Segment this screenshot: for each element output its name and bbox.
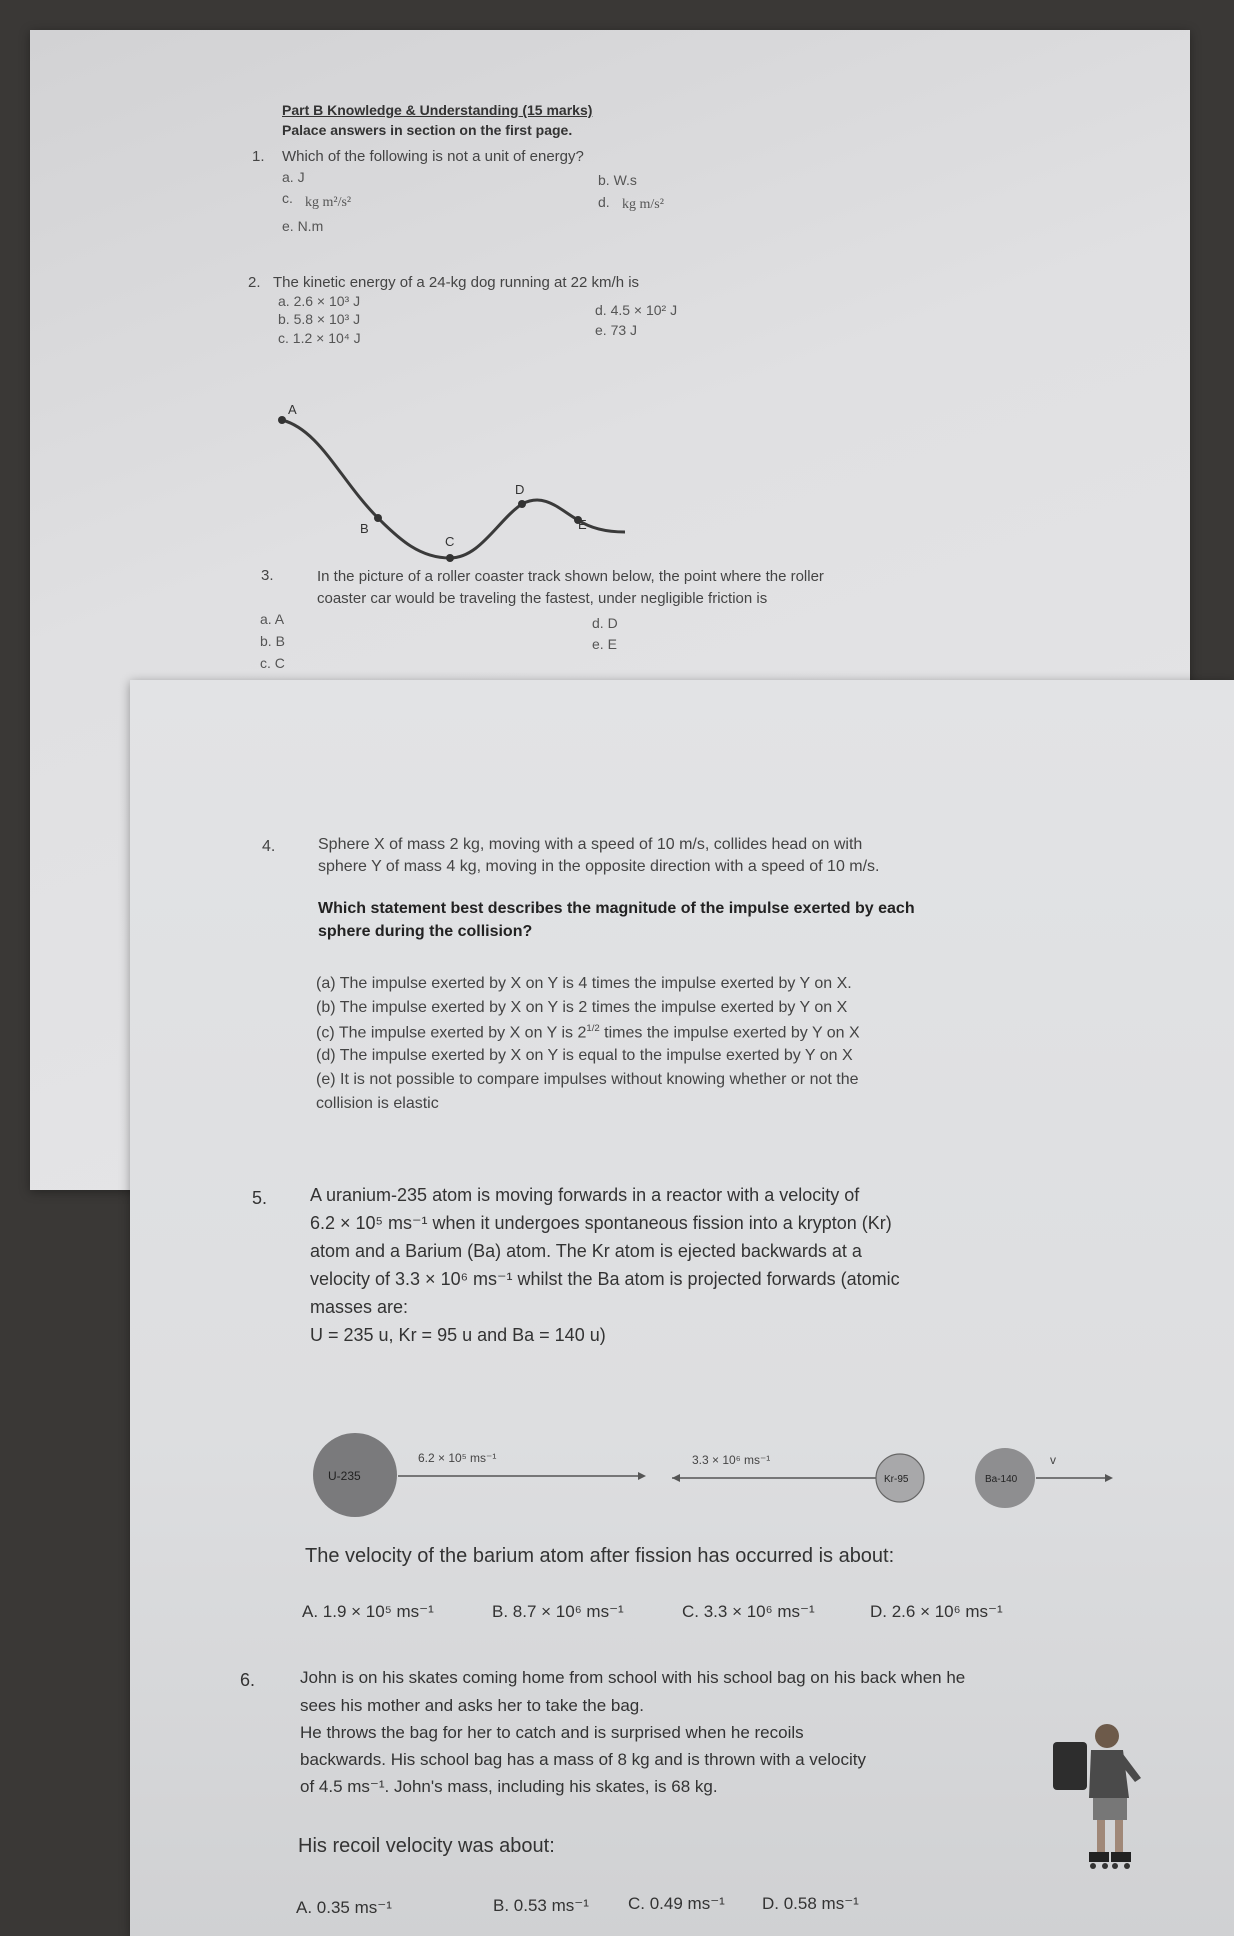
q4-option-c-pre: (c) The impulse exerted by X on Y is 2	[316, 1024, 587, 1042]
q1-option-a: a. J	[282, 169, 305, 185]
q5-line1: A uranium-235 atom is moving forwards in a reactor with a velocity of	[310, 1185, 860, 1205]
q4-option-c-exponent: 1/2	[586, 1023, 600, 1034]
q1-text: Which of the following is not a unit of energy?	[282, 148, 584, 165]
point-c-dot	[446, 554, 454, 562]
roller-coaster-diagram	[260, 380, 680, 570]
q5-line5: masses are:	[310, 1297, 409, 1317]
point-a-label: A	[288, 402, 297, 417]
u235-velocity-label: 6.2 × 10⁵ ms⁻¹	[418, 1451, 497, 1465]
part-b-subtitle: Palace answers in section on the first page.	[282, 122, 573, 138]
q2-option-b: b. 5.8 × 10³ J	[278, 311, 361, 327]
q4-option-e-line1: (e) It is not possible to compare impulses without knowing whether or not the	[316, 1071, 859, 1088]
q6-option-d: D. 0.58 ms⁻¹	[762, 1894, 859, 1913]
q4-option-a: (a) The impulse exerted by X on Y is 4 times the impulse exerted by Y on X.	[316, 975, 852, 992]
q2-text: The kinetic energy of a 24-kg dog running at 22 km/h is	[273, 274, 640, 291]
q5-option-b: B. 8.7 × 10⁶ ms⁻¹	[492, 1602, 624, 1621]
q5-option-d: D. 2.6 × 10⁶ ms⁻¹	[870, 1602, 1003, 1621]
ba140-label: Ba-140	[985, 1474, 1018, 1485]
point-b-dot	[374, 514, 382, 522]
q5-option-a: A. 1.9 × 10⁵ ms⁻¹	[302, 1602, 434, 1621]
kr-arrowhead	[672, 1474, 680, 1482]
skate-wheel	[1090, 1863, 1096, 1869]
skate-wheel	[1102, 1863, 1108, 1869]
q6-line5: of 4.5 ms⁻¹. John's mass, including his skates, is 68 kg.	[300, 1777, 718, 1796]
skater-right-leg	[1115, 1820, 1123, 1852]
q5-option-c: C. 3.3 × 10⁶ ms⁻¹	[682, 1602, 815, 1621]
ba-arrowhead	[1105, 1474, 1113, 1482]
q3-option-a: a. A	[260, 611, 285, 627]
q3-number: 3.	[261, 567, 274, 584]
q6-line4: backwards. His school bag has a mass of 8 kg and is thrown with a velocity	[300, 1750, 866, 1769]
q3-line1: In the picture of a roller coaster track shown below, the point where the roller	[317, 568, 824, 585]
q6-number: 6.	[240, 1670, 256, 1690]
q2-option-a: a. 2.6 × 10³ J	[278, 293, 361, 309]
q1-option-d-label: d.	[598, 194, 610, 210]
kr95-label: Kr-95	[884, 1474, 909, 1485]
u235-label: U-235	[328, 1469, 361, 1483]
skater-illustration	[1045, 1720, 1155, 1880]
q6-line1: John is on his skates coming home from school with his school bag on his back when he	[300, 1668, 966, 1687]
q3-line2: coaster car would be traveling the fastest, under negligible friction is	[317, 590, 768, 607]
fission-diagram	[310, 1420, 1130, 1530]
q4-line2: sphere Y of mass 4 kg, moving in the opposite direction with a speed of 10 m/s.	[318, 858, 880, 875]
q2-option-e: e. 73 J	[595, 322, 638, 338]
point-d-label: D	[515, 482, 525, 497]
q4-option-e-line2: collision is elastic	[316, 1095, 439, 1112]
point-e-label: E	[578, 517, 587, 532]
q5-line6: U = 235 u, Kr = 95 u and Ba = 140 u)	[310, 1325, 606, 1345]
q5-line3: atom and a Barium (Ba) atom. The Kr atom is ejected backwards at a	[310, 1241, 862, 1261]
q3-option-c: c. C	[260, 655, 285, 671]
q4-option-b: (b) The impulse exerted by X on Y is 2 times the impulse exerted by Y on X	[316, 999, 848, 1016]
q5-question: The velocity of the barium atom after fission has occurred is about:	[305, 1545, 895, 1567]
q1-option-c-label: c.	[282, 190, 293, 206]
point-b-label: B	[360, 521, 369, 536]
part-b-title: Part B Knowledge & Understanding (15 marks)	[282, 102, 593, 118]
q6-question: His recoil velocity was about:	[298, 1835, 555, 1857]
q5-number: 5.	[252, 1188, 268, 1208]
q6-option-c: C. 0.49 ms⁻¹	[628, 1894, 725, 1913]
skater-head	[1095, 1724, 1119, 1748]
q4-question-line1: Which statement best describes the magnitude of the impulse exerted by each	[318, 900, 915, 917]
skate-wheel	[1124, 1863, 1130, 1869]
q4-number: 4.	[262, 838, 276, 855]
q4-option-c	[316, 1023, 860, 1042]
q1-option-e: e. N.m	[282, 218, 324, 234]
q3-option-d: d. D	[592, 615, 618, 631]
skater-left-leg	[1097, 1820, 1105, 1852]
q5-line2: 6.2 × 10⁵ ms⁻¹ when it undergoes spontaneous fission into a krypton (Kr)	[310, 1213, 892, 1233]
q4-question-line2: sphere during the collision?	[318, 923, 533, 940]
q1-number: 1.	[252, 148, 265, 165]
kr-velocity-label: 3.3 × 10⁶ ms⁻¹	[692, 1453, 771, 1467]
q1-option-d: kg m/s²	[622, 197, 664, 212]
q4-option-d: (d) The impulse exerted by X on Y is equal to the impulse exerted by Y on X	[316, 1047, 853, 1064]
point-c-label: C	[445, 534, 455, 549]
right-skate	[1111, 1852, 1131, 1862]
q6-option-a: A. 0.35 ms⁻¹	[296, 1898, 392, 1917]
skate-wheel	[1112, 1863, 1118, 1869]
point-d-dot	[518, 500, 526, 508]
point-a-dot	[278, 416, 286, 424]
school-bag	[1053, 1742, 1087, 1790]
u235-arrowhead	[638, 1472, 646, 1480]
ba-velocity-label: v	[1050, 1453, 1056, 1467]
exam-page-2	[130, 680, 1234, 1936]
q5-line4: velocity of 3.3 × 10⁶ ms⁻¹ whilst the Ba atom is projected forwards (atomic	[310, 1269, 900, 1289]
q2-option-d: d. 4.5 × 10² J	[595, 302, 678, 318]
left-skate	[1089, 1852, 1109, 1862]
skater-shorts	[1093, 1798, 1127, 1820]
q6-line3: He throws the bag for her to catch and is surprised when he recoils	[300, 1723, 804, 1742]
q1-option-b: b. W.s	[598, 172, 637, 188]
q3-option-b: b. B	[260, 633, 285, 649]
q3-option-e: e. E	[592, 636, 617, 652]
q4-line1: Sphere X of mass 2 kg, moving with a speed of 10 m/s, collides head on with	[318, 836, 863, 853]
q4-option-c-post: times the impulse exerted by Y on X	[599, 1024, 860, 1042]
q6-option-b: B. 0.53 ms⁻¹	[493, 1896, 589, 1915]
q1-option-c: kg m²/s²	[305, 195, 352, 210]
q6-line2: sees his mother and asks her to take the bag.	[300, 1696, 644, 1715]
q2-option-c: c. 1.2 × 10⁴ J	[278, 330, 361, 346]
q2-number: 2.	[248, 274, 261, 291]
